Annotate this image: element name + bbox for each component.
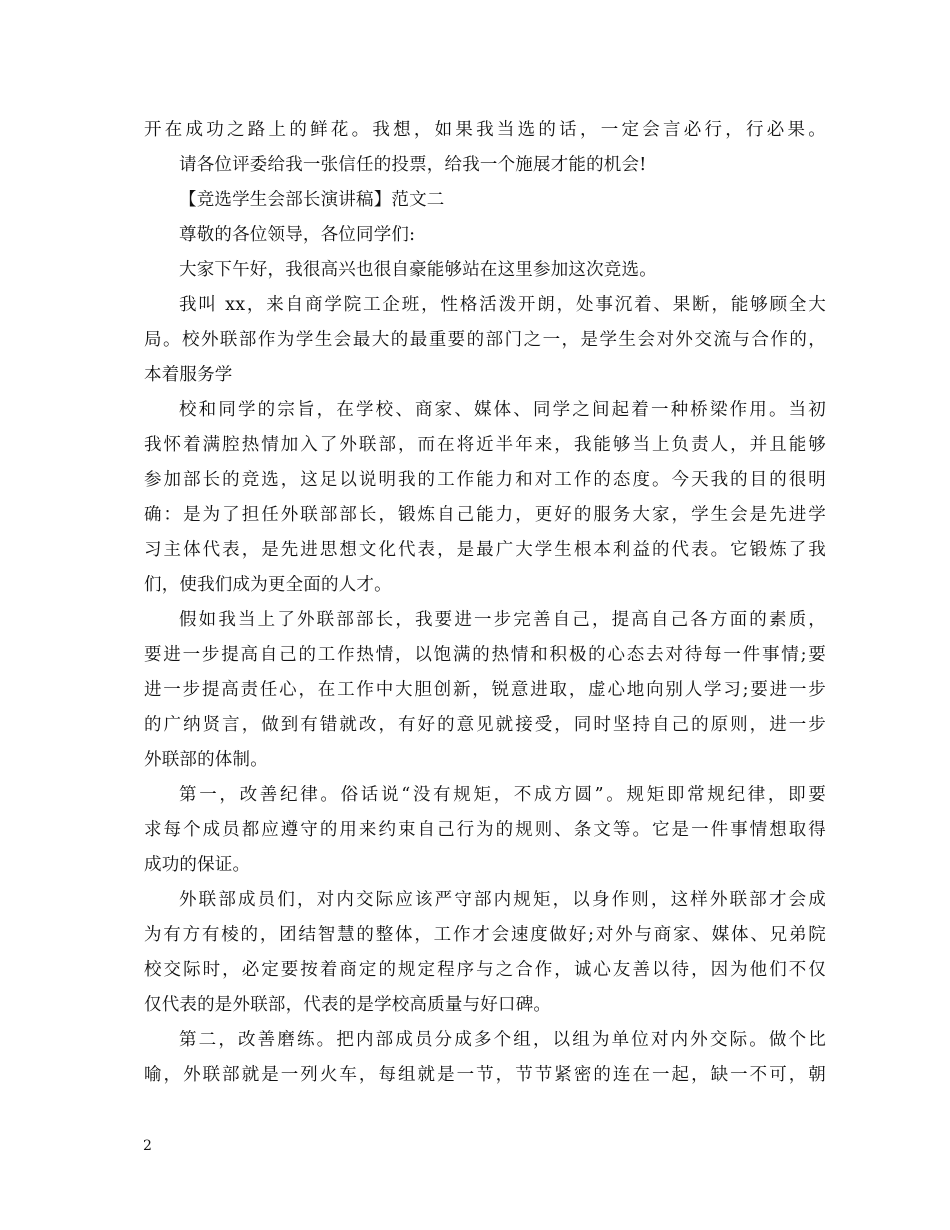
text-line: 尊敬的各位领导，各位同学们: — [179, 225, 416, 245]
text-line: 校和同学的宗旨，在学校、商家、媒体、同学之间起着一种桥梁作用。当初 — [179, 400, 826, 420]
text-line: 习主体代表，是先进思想文化代表，是最广大学生根本利益的代表。它锻炼了我 — [144, 540, 826, 560]
text-line: 我怀着满腔热情加入了外联部，而在将近半年来，我能够当上负责人，并且能够 — [144, 435, 826, 455]
text-line: 假如我当上了外联部部长，我要进一步完善自己，提高自己各方面的素质， — [179, 610, 826, 630]
text-line: 第一，改善纪律。俗话说“没有规矩，不成方圆”。规矩即常规纪律，即要 — [179, 785, 826, 805]
text-line: 的广纳贤言，做到有错就改，有好的意见就接受，同时坚持自己的原则，进一步 — [144, 715, 826, 735]
text-line: 外联部成员们，对内交际应该严守部内规矩，以身作则，这样外联部才会成 — [179, 890, 826, 910]
text-line: 为有方有棱的，团结智慧的整体，工作才会速度做好;对外与商家、媒体、兄弟院 — [144, 925, 826, 945]
text-line: 请各位评委给我一张信任的投票，给我一个施展才能的机会! — [179, 155, 647, 175]
section-heading: 【竞选学生会部长演讲稿】范文二 — [179, 190, 445, 210]
text-line: 本着服务学 — [144, 365, 233, 385]
text-line: 第二，改善磨练。把内部成员分成多个组，以组为单位对内外交际。做个比 — [179, 1030, 826, 1050]
text-line: 参加部长的竞选，这足以说明我的工作能力和对工作的态度。今天我的目的很明 — [144, 470, 826, 490]
text-line: 我叫 xx，来自商学院工企班，性格活泼开朗，处事沉着、果断，能够顾全大 — [179, 295, 826, 315]
text-line: 外联部的体制。 — [144, 750, 268, 770]
text-line: 局。校外联部作为学生会最大的最重要的部门之一，是学生会对外交流与合作的， — [144, 330, 826, 350]
text-line: 喻，外联部就是一列火车，每组就是一节，节节紧密的连在一起，缺一不可，朝 — [144, 1065, 826, 1085]
text-line: 确：是为了担任外联部部长，锻炼自己能力，更好的服务大家，学生会是先进学 — [144, 505, 826, 525]
text-line: 开在成功之路上的鲜花。我想，如果我当选的话，一定会言必行，行必果。 — [144, 120, 826, 140]
text-line: 们，使我们成为更全面的人才。 — [144, 575, 392, 595]
text-line: 要进一步提高自己的工作热情，以饱满的热情和积极的心态去对待每一件事情;要 — [144, 645, 826, 665]
page-number: 2 — [143, 1138, 152, 1154]
text-line: 校交际时，必定要按着商定的规定程序与之合作，诚心友善以待，因为他们不仅 — [144, 960, 826, 980]
text-line: 仅代表的是外联部，代表的是学校高质量与好口碑。 — [144, 995, 552, 1015]
text-line: 大家下午好，我很高兴也很自豪能够站在这里参加这次竞选。 — [179, 260, 657, 280]
text-line: 成功的保证。 — [144, 855, 251, 875]
text-line: 进一步提高责任心，在工作中大胆创新，锐意进取，虚心地向别人学习;要进一步 — [144, 680, 826, 700]
text-line: 求每个成员都应遵守的用来约束自己行为的规则、条文等。它是一件事情想取得 — [144, 820, 826, 840]
